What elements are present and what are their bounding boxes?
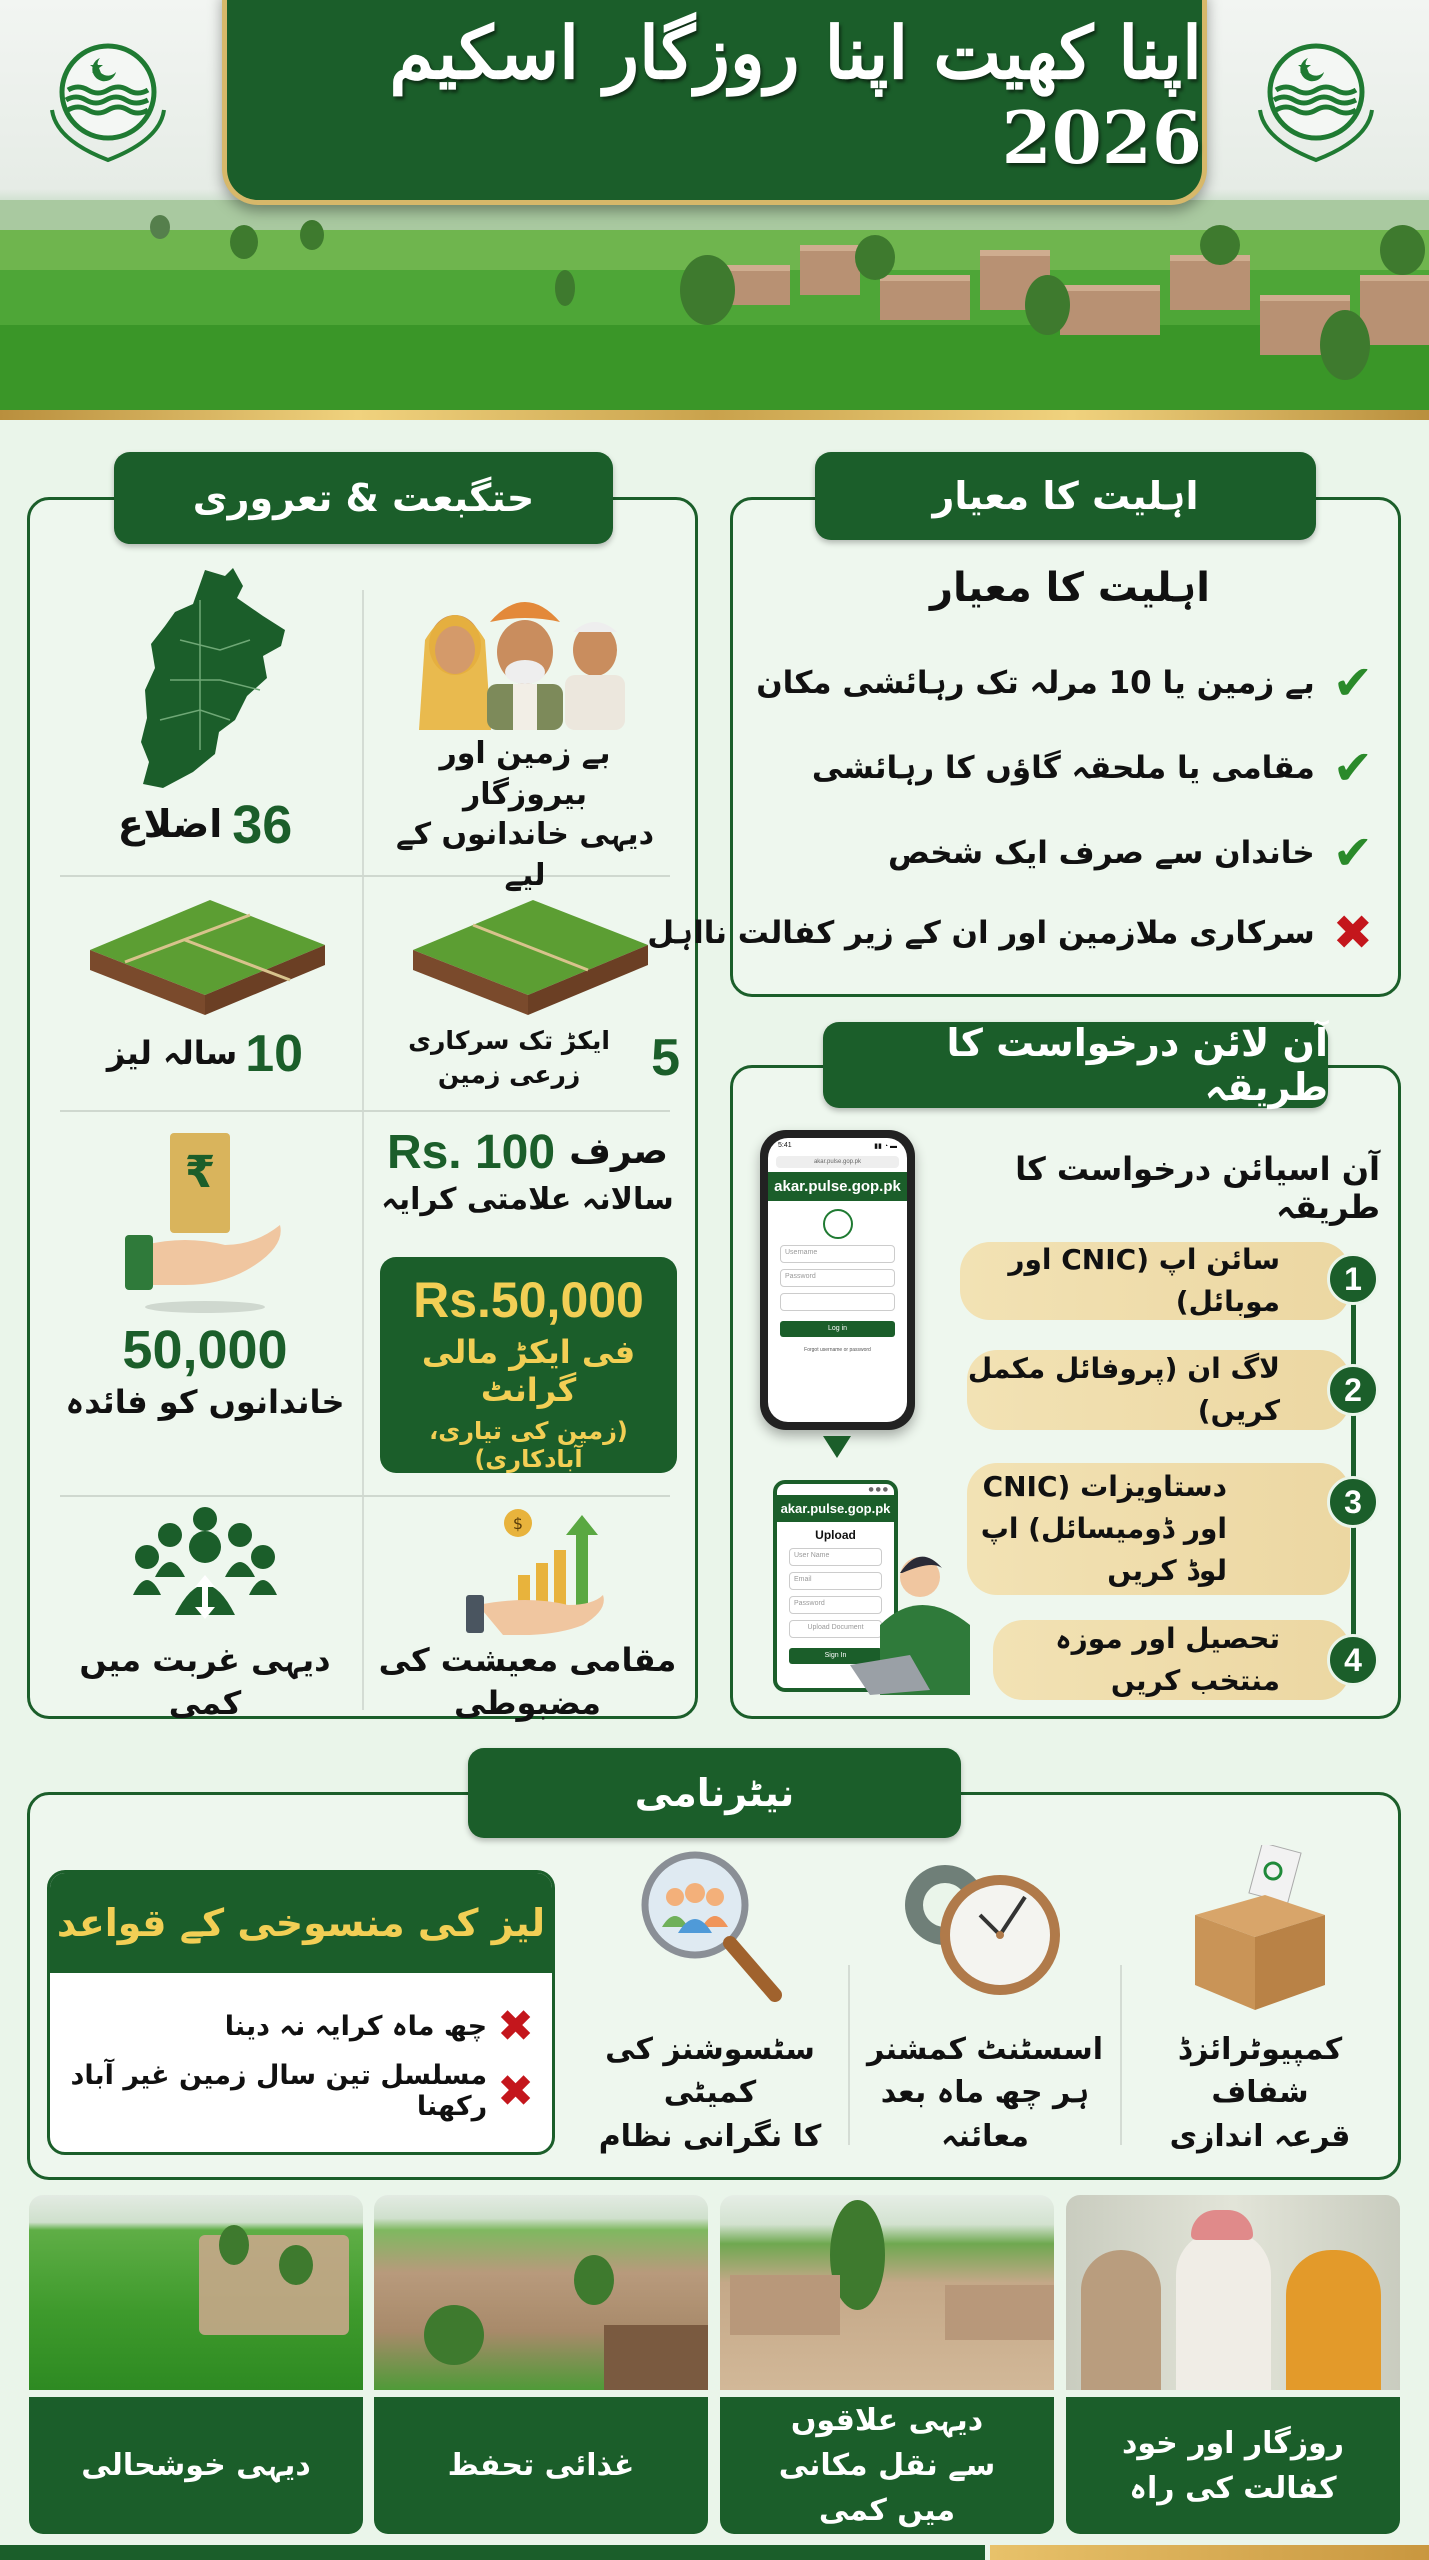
check-icon: ✔ xyxy=(1332,655,1373,711)
step-2-number: 2 xyxy=(1327,1364,1379,1416)
benefit-land-size xyxy=(375,890,680,1092)
phone-status-bar: 5:41 ▮▮ ◔ ▬ xyxy=(778,1142,897,1150)
punjab-emblem-right-icon xyxy=(1246,30,1386,170)
grant-amount: Rs.50,000 xyxy=(413,1272,644,1328)
rent-label: سالانہ علامتی کرایہ xyxy=(381,1182,674,1217)
ballot-box-icon xyxy=(1185,1845,1335,2015)
svg-text:$: $ xyxy=(512,1514,523,1533)
lease-term-label: سالہ لیز xyxy=(106,1034,238,1073)
village-houses xyxy=(680,225,1429,395)
land-size-number: 5 xyxy=(651,1028,680,1087)
economy-growth-icon xyxy=(448,1505,608,1635)
svg-text:₹: ₹ xyxy=(184,1147,216,1198)
lease-term-number: 10 xyxy=(245,1025,304,1083)
rules-heading: لیز کی منسوخی کے قواعد xyxy=(50,1873,552,1973)
column-divider xyxy=(362,590,364,1710)
check-icon: ✔ xyxy=(1332,740,1373,796)
phone-password-field[interactable]: Password xyxy=(780,1269,895,1287)
land-plot-icon xyxy=(403,890,653,1020)
ballot-line2: قرعہ اندازی xyxy=(1169,2118,1351,2154)
eligibility-item-text: خاندان سے صرف ایک شخص xyxy=(887,835,1315,871)
districts-number: 36 xyxy=(232,795,293,855)
step-3-text: دستاویزات (CNIC اور ڈومیسائل) اپ لوڈ کریں xyxy=(980,1470,1227,1587)
grant-purpose: (زمین کی تیاری، آبادکاری) xyxy=(429,1417,628,1473)
application-heading-text: آن لائن درخواست کا طریقہ xyxy=(946,1021,1328,1109)
tablet-username-field[interactable]: User Name xyxy=(789,1548,882,1566)
target-families-line2: دیہی خاندانوں کے لیے xyxy=(396,817,654,893)
rule-item xyxy=(50,2060,552,2122)
benefit-poverty-reduction xyxy=(60,1505,350,1725)
eligibility-title: اہلیت کا معیار xyxy=(930,565,1210,611)
benefit-lease-term xyxy=(60,890,350,1084)
step-1-number: 1 xyxy=(1327,1253,1379,1305)
tablet-mockup: ● ● ● akar.pulse.gop.pk Upload User Name Email Password Upload Document Sign In xyxy=(773,1480,898,1692)
outcome-caption-prosperity: دیہی خوشحالی xyxy=(29,2397,363,2534)
application-step-4 xyxy=(993,1620,1350,1700)
benefits-heading-text: حتگبعت & تعروری xyxy=(192,476,535,520)
column-divider xyxy=(1120,1965,1122,2145)
monitoring-heading xyxy=(468,1748,961,1838)
benefit-families-count xyxy=(60,1125,350,1424)
eligibility-item xyxy=(756,655,1373,711)
outcome-photo-village-street xyxy=(720,2195,1054,2390)
eligibility-heading xyxy=(815,452,1316,540)
monitoring-item-inspection xyxy=(855,1845,1115,2158)
tablet-site-title: akar.pulse.gop.pk xyxy=(777,1495,894,1522)
ballot-line1: کمپیوٹرائزڈ شفاف xyxy=(1177,2031,1343,2110)
clock-gear-icon xyxy=(890,1845,1080,2015)
step-4-text: تحصیل اور موزہ منتخب کریں xyxy=(1055,1622,1280,1697)
rule-item xyxy=(50,2001,552,2052)
footer-green-bar xyxy=(0,2545,985,2560)
benefit-districts xyxy=(60,560,350,856)
districts-label: اضلاع xyxy=(117,802,223,847)
eligibility-item-text: بے زمین یا 10 مرلہ تک رہائشی مکان xyxy=(756,665,1315,701)
cross-icon: ✖ xyxy=(497,2065,534,2117)
tablet-email-field[interactable]: Email xyxy=(789,1572,882,1590)
eligibility-item-text: مقامی یا ملحقہ گاؤں کا رہائشی xyxy=(811,750,1315,786)
cross-icon: ✖ xyxy=(497,2001,534,2052)
tablet-upload-field[interactable]: Upload Document xyxy=(789,1620,882,1638)
phone-site-title: akar.pulse.gop.pk xyxy=(768,1172,907,1201)
header-banner xyxy=(0,0,1429,420)
hand-money-icon xyxy=(105,1125,305,1315)
outcome-photo-farmer-family xyxy=(1066,2195,1400,2390)
magnifier-people-icon xyxy=(630,1845,790,2015)
families-count-label: خاندانوں کو فائدہ xyxy=(65,1383,345,1421)
rule-item-text: چھ ماہ کرایہ نہ دینا xyxy=(224,2011,488,2042)
application-title: آن اسیائن درخواست کا طریقہ xyxy=(1015,1150,1380,1226)
row-divider xyxy=(60,1495,670,1497)
monitoring-heading-text: نیٹرنامی xyxy=(634,1771,795,1815)
application-step-3 xyxy=(967,1463,1350,1595)
step-1-text: سائن اپ (CNIC اور موبائل) xyxy=(1008,1243,1280,1318)
row-divider xyxy=(60,1110,670,1112)
families-count-number: 50,000 xyxy=(122,1320,288,1380)
eligibility-item xyxy=(812,740,1373,796)
inspection-line2: ہر چھ ماہ بعد معائنہ xyxy=(880,2075,1090,2154)
check-icon: ✔ xyxy=(1332,825,1373,881)
tablet-signin-button[interactable]: Sign In xyxy=(789,1648,882,1664)
application-step-1 xyxy=(960,1242,1350,1320)
down-arrow-icon xyxy=(823,1436,851,1458)
outcome-caption-migration: دیہی علاقوں سے نقل مکانی میں کمی xyxy=(720,2397,1054,2534)
column-divider xyxy=(848,1965,850,2145)
phone-mockup xyxy=(760,1130,915,1430)
local-economy-label: مقامی معیشت کی مضبوطی xyxy=(378,1641,677,1723)
inspection-line1: اسسٹنٹ کمشنر xyxy=(866,2031,1103,2067)
step-3-number: 3 xyxy=(1327,1476,1379,1528)
tablet-upload-title: Upload xyxy=(815,1528,856,1542)
punjab-map-icon xyxy=(100,560,310,790)
phone-time: 5:41 xyxy=(778,1142,792,1149)
grant-callout xyxy=(380,1257,677,1473)
farmers-group-icon xyxy=(395,580,655,730)
benefit-local-economy xyxy=(375,1505,680,1725)
poverty-reduction-label: دیہی غربت میں کمی xyxy=(79,1641,331,1723)
grant-description: فی ایکڑ مالی گرانٹ xyxy=(421,1333,636,1409)
steps-connector xyxy=(1351,1265,1356,1665)
phone-username-field[interactable]: Username xyxy=(780,1245,895,1263)
eligibility-item xyxy=(647,905,1373,961)
page-title: اپنا کھیت اپنا روزگار اسکیم 2026 xyxy=(389,10,1202,180)
footer-gold-bar xyxy=(990,2545,1429,2560)
outcome-caption-self-reliance: روزگار اور خود کفالت کی راہ xyxy=(1066,2397,1400,2534)
eligibility-item xyxy=(888,825,1373,881)
outcome-caption-food-security: غذائی تحفظ xyxy=(374,2397,708,2534)
punjab-emblem-left-icon xyxy=(38,30,178,170)
land-size-label: ایکڑ تک سرکاری زرعی زمین xyxy=(408,1026,610,1089)
rent-amount: Rs. 100 xyxy=(386,1126,556,1179)
tablet-password-field[interactable]: Password xyxy=(789,1596,882,1614)
eligibility-heading-text: اہلیت کا معیار xyxy=(932,474,1199,518)
person-with-laptop-icon xyxy=(840,1545,980,1695)
benefits-heading xyxy=(114,452,613,544)
application-step-2 xyxy=(967,1350,1350,1430)
eligibility-item-text: سرکاری ملازمین اور ان کے زیر کفالت نااہل xyxy=(647,915,1315,951)
rent-prefix: صرف xyxy=(569,1131,669,1173)
lease-cancellation-rules xyxy=(47,1870,555,2155)
outcome-photo-village-farms xyxy=(374,2195,708,2390)
gold-divider xyxy=(0,410,1429,420)
title-banner xyxy=(222,0,1207,205)
mini-emblem-icon xyxy=(823,1209,853,1239)
target-families-line1: بے زمین اور بیروزگار xyxy=(439,736,611,812)
outcome-photo-rural-fields xyxy=(29,2195,363,2390)
monitoring-item-ballot xyxy=(1125,1845,1395,2158)
step-4-number: 4 xyxy=(1327,1634,1379,1686)
committee-line2: کا نگرانی نظام xyxy=(598,2118,822,2154)
benefit-target-families xyxy=(375,580,675,896)
phone-url-bar[interactable]: akar.pulse.gop.pk xyxy=(776,1156,899,1168)
application-heading xyxy=(823,1022,1328,1108)
phone-extra-field[interactable] xyxy=(780,1293,895,1311)
phone-forgot-link[interactable]: Forgot username or password xyxy=(804,1347,871,1353)
monitoring-item-committee xyxy=(580,1845,840,2158)
committee-line1: سٹسوشنز کی کمیٹی xyxy=(605,2031,815,2110)
step-2-text: لاگ ان (پروفائل مکمل کریں) xyxy=(967,1352,1280,1427)
benefit-annual-rent xyxy=(375,1125,680,1221)
cross-icon: ✖ xyxy=(1332,905,1373,961)
land-plot-icon xyxy=(80,890,330,1020)
rule-item-text: مسلسل تین سال زمین غیر آباد رکھنا xyxy=(70,2060,488,2122)
people-group-icon xyxy=(125,1505,285,1635)
phone-login-button[interactable]: Log in xyxy=(780,1321,895,1337)
